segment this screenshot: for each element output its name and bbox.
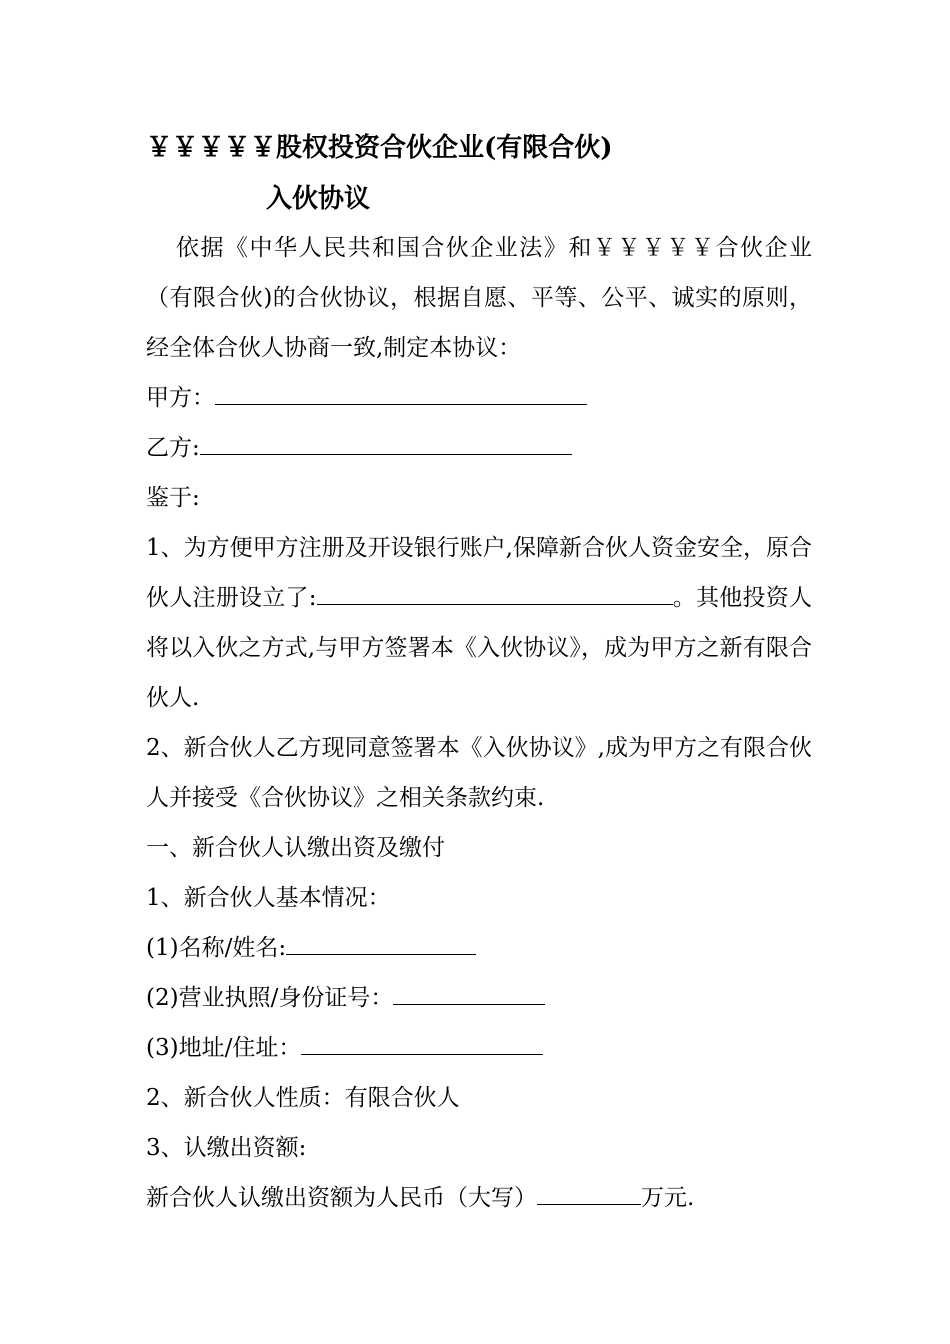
name-field-blank[interactable] [286, 924, 476, 955]
party-b-blank[interactable] [200, 424, 572, 455]
address-field-line [146, 1023, 812, 1073]
section-1-heading: 一、新合伙人认缴出资及缴付 [146, 835, 445, 861]
address-field-label: (3)地址/住址： [146, 1035, 302, 1061]
license-field-label: (2)营业执照/身份证号： [146, 985, 394, 1011]
party-b-line [146, 423, 812, 473]
item-1-text: 1、新合伙人基本情况： [146, 885, 391, 911]
name-field-line [146, 923, 812, 973]
party-a-blank[interactable] [215, 374, 587, 405]
clause-1-blank[interactable] [317, 574, 673, 605]
contribution-unit: 万元. [641, 1185, 695, 1211]
contribution-line [146, 1173, 812, 1223]
address-field-blank[interactable] [301, 1024, 543, 1055]
document-body [146, 223, 812, 1223]
contribution-amount-blank[interactable] [537, 1174, 641, 1205]
item-2-text: 2、新合伙人性质：有限合伙人 [146, 1085, 460, 1111]
document-subtitle: 入伙协议 [266, 184, 371, 214]
license-field-blank[interactable] [393, 974, 545, 1005]
contribution-text: 新合伙人认缴出资额为人民币（大写） [146, 1185, 537, 1211]
preamble-paragraph: 依据《中华人民共和国合伙企业法》和￥￥￥￥￥合伙企业（有限合伙)的合伙协议，根据自愿、平等、公平、诚实的原则，经全体合伙人协商一致,制定本协议： [146, 235, 812, 361]
name-field-label: (1)名称/姓名: [146, 935, 287, 961]
whereas-label: 鉴于: [146, 485, 200, 511]
clause-1-text: 1、为方便甲方注册及开设银行账户,保障新合伙人资金安全，原合伙人注册设立了: [146, 535, 812, 611]
clause-2-paragraph: 2、新合伙人乙方现同意签署本《入伙协议》,成为甲方之有限合伙人并接受《合伙协议》之相关条款约束. [146, 735, 812, 811]
party-a-label: 甲方： [146, 385, 215, 411]
license-field-line [146, 973, 812, 1023]
clause-1-text-after: 。其他投资人将以入伙之方式,与甲方签署本《入伙协议》，成为甲方之新有限合伙人. [146, 585, 812, 711]
clause-1-paragraph [146, 523, 812, 723]
party-b-label: 乙方: [146, 435, 200, 461]
item-3-text: 3、认缴出资额: [146, 1135, 307, 1161]
document-title: ￥￥￥￥￥股权投资合伙企业(有限合伙) [146, 133, 613, 163]
party-a-line [146, 373, 812, 423]
